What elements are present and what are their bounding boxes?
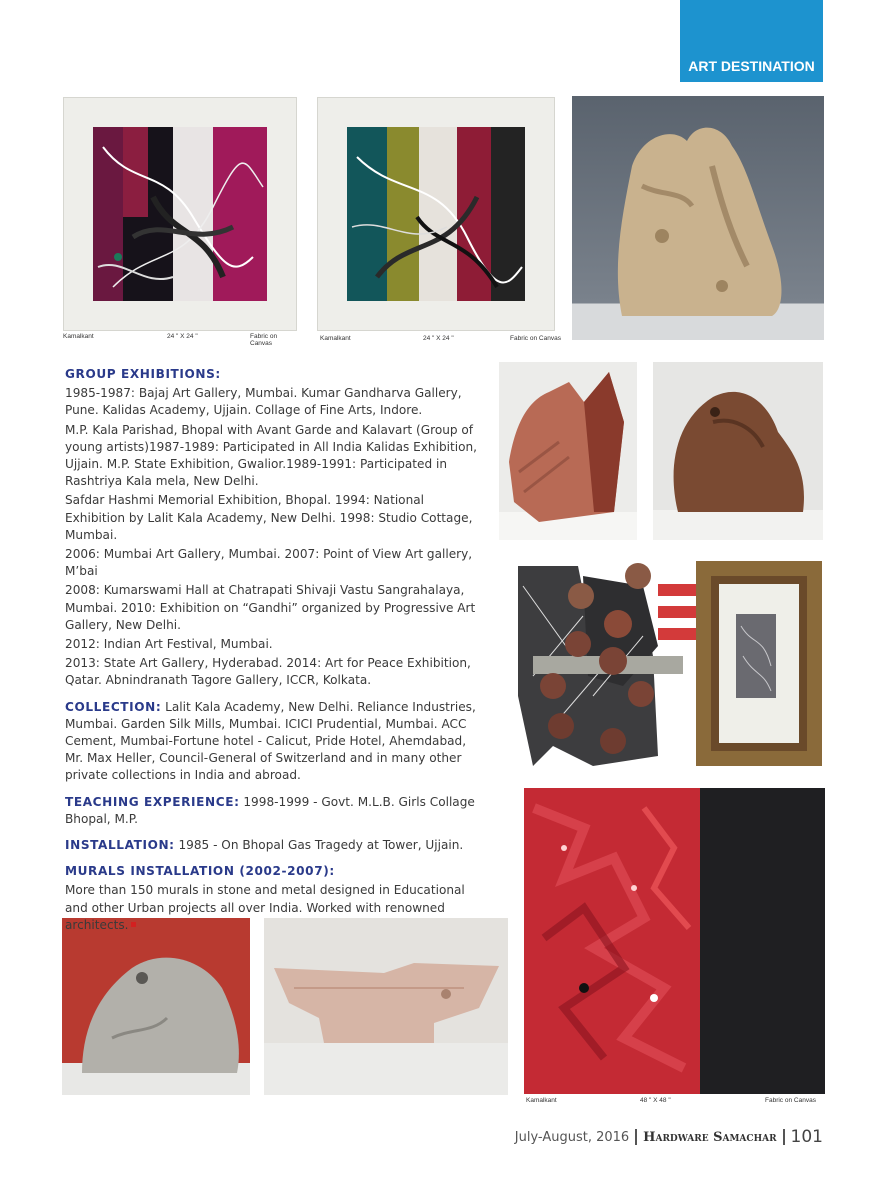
section-tab [680, 0, 823, 82]
group-exhibitions-para-1: 1985-1987: Bajaj Art Gallery, Mumbai. Kumar Gandharva Gallery, Pune. Kalidas Academy, Ujjain. Collage of Fine Arts, Indore. [65, 386, 462, 418]
page-footer [515, 1127, 823, 1147]
murals-paragraph [65, 882, 483, 934]
teaching-heading: TEACHING EXPERIENCE: [65, 794, 240, 809]
group-exhibitions-heading: GROUP EXHIBITIONS: [65, 367, 221, 381]
artwork-caption-large [524, 1097, 825, 1107]
footer-magazine-name: Hardware Samachar [643, 1129, 777, 1145]
footer-issue: July-August, 2016 [514, 1129, 630, 1145]
fabric-artwork-2-image [347, 127, 525, 301]
sculpture-photo-head [653, 362, 823, 540]
installation-text: 1985 - On Bhopal Gas Tragedy at Tower, Ujjain. [174, 838, 464, 853]
artwork-photo-fabric-2 [317, 97, 555, 331]
caption-artist: Kamalkant [526, 1097, 557, 1104]
sculpture-photo-red-stone [499, 362, 637, 540]
caption-medium: Fabric on Canvas [250, 333, 278, 347]
caption-size: 24 " X 24 " [423, 335, 454, 342]
group-exhibitions-para-5: 2008: Kumarswami Hall at Chatrapati Shivaji Vastu Sangrahalaya, Mumbai. 2010: Exhibition on “Gandhi” organized by Progressive Art Gallery, New Delhi. [65, 583, 476, 632]
footer-divider [783, 1129, 785, 1145]
caption-artist: Kamalkant [320, 335, 351, 342]
red-stone-image [499, 362, 637, 540]
murals-text: More than 150 murals in stone and metal designed in Educational and other Urban projects all over India. Worked with renowned architects. [65, 883, 465, 932]
head-sculpture-image [653, 362, 823, 540]
teaching-paragraph [65, 794, 483, 828]
sculpture-photo-stone-figure [572, 96, 824, 340]
collection-text: Lalit Kala Academy, New Delhi. Reliance Industries, Mumbai. Garden Silk Mills, Mumbai. ICICI Prudential, Mumbai. ACC Cement, Mumbai-Fortune hotel - Calicut, Pride Hotel, Ahemdabad, Mr. Max Heller, Council-General of Switzerland and in many other private collections in India and abroad. [65, 699, 476, 783]
sculpture-photo-granite-head [62, 918, 250, 1095]
installation-heading: INSTALLATION: [65, 838, 175, 853]
teaching-text: 1998-1999 - Govt. M.L.B. Girls Collage Bhopal, M.P. [65, 794, 475, 826]
red-black-artwork-image [524, 788, 825, 1094]
caption-size: 24 " X 24 " [167, 333, 198, 340]
installation-paragraph [65, 837, 483, 854]
murals-heading: MURALS INSTALLATION (2002-2007): [65, 864, 335, 879]
boat-sculpture-image [264, 918, 508, 1095]
artwork-photo-mural-discs [493, 556, 823, 770]
artwork-photo-fabric-1 [63, 97, 297, 331]
sculpture-photo-boat [264, 918, 508, 1095]
fabric-artwork-1-image [93, 127, 267, 301]
footer-divider [635, 1129, 637, 1145]
section-title: ART DESTINATION [688, 58, 815, 74]
mural-discs-image [493, 556, 823, 770]
caption-medium: Fabric on Canvas [765, 1097, 816, 1104]
end-of-article-mark [131, 922, 136, 927]
caption-artist: Kamalkant [63, 333, 94, 340]
caption-medium: Fabric on Canvas [510, 335, 561, 342]
page-number: 101 [790, 1127, 823, 1147]
group-exhibitions-para-4: 2006: Mumbai Art Gallery, Mumbai. 2007: Point of View Art gallery, M’bai [65, 547, 473, 579]
caption-size: 48 " X 48 " [640, 1097, 671, 1104]
artwork-caption-1 [63, 333, 297, 347]
group-exhibitions-para-3: Safdar Hashmi Memorial Exhibition, Bhopal. 1994: National Exhibition by Lalit Kala Academy, New Delhi. 1998: Studio Cottage, Mumbai. [65, 493, 473, 542]
artwork-caption-2 [317, 335, 561, 345]
bio-text-column [65, 366, 483, 936]
group-exhibitions-para-6: 2012: Indian Art Festival, Mumbai. [65, 637, 273, 652]
granite-head-image [62, 918, 250, 1095]
artwork-photo-red-black [524, 788, 825, 1094]
stone-figure-image [572, 96, 824, 340]
collection-paragraph [65, 699, 483, 785]
collection-heading: COLLECTION: [65, 699, 162, 714]
group-exhibitions-para-2: M.P. Kala Parishad, Bhopal with Avant Garde and Kalavart (Group of young artists)1987-1989: Participated in All India Kalidas Exhibition, Ujjain. M.P. State Exhibition, Gwalior.1989-1991: Participated in Rashtriya Kala mela, New Delhi. [65, 422, 478, 489]
group-exhibitions-para-7: 2013: State Art Gallery, Hyderabad. 2014: Art for Peace Exhibition, Qatar. Abnindranath Tagore Gallery, ICCR, Kolkata. [65, 656, 471, 688]
